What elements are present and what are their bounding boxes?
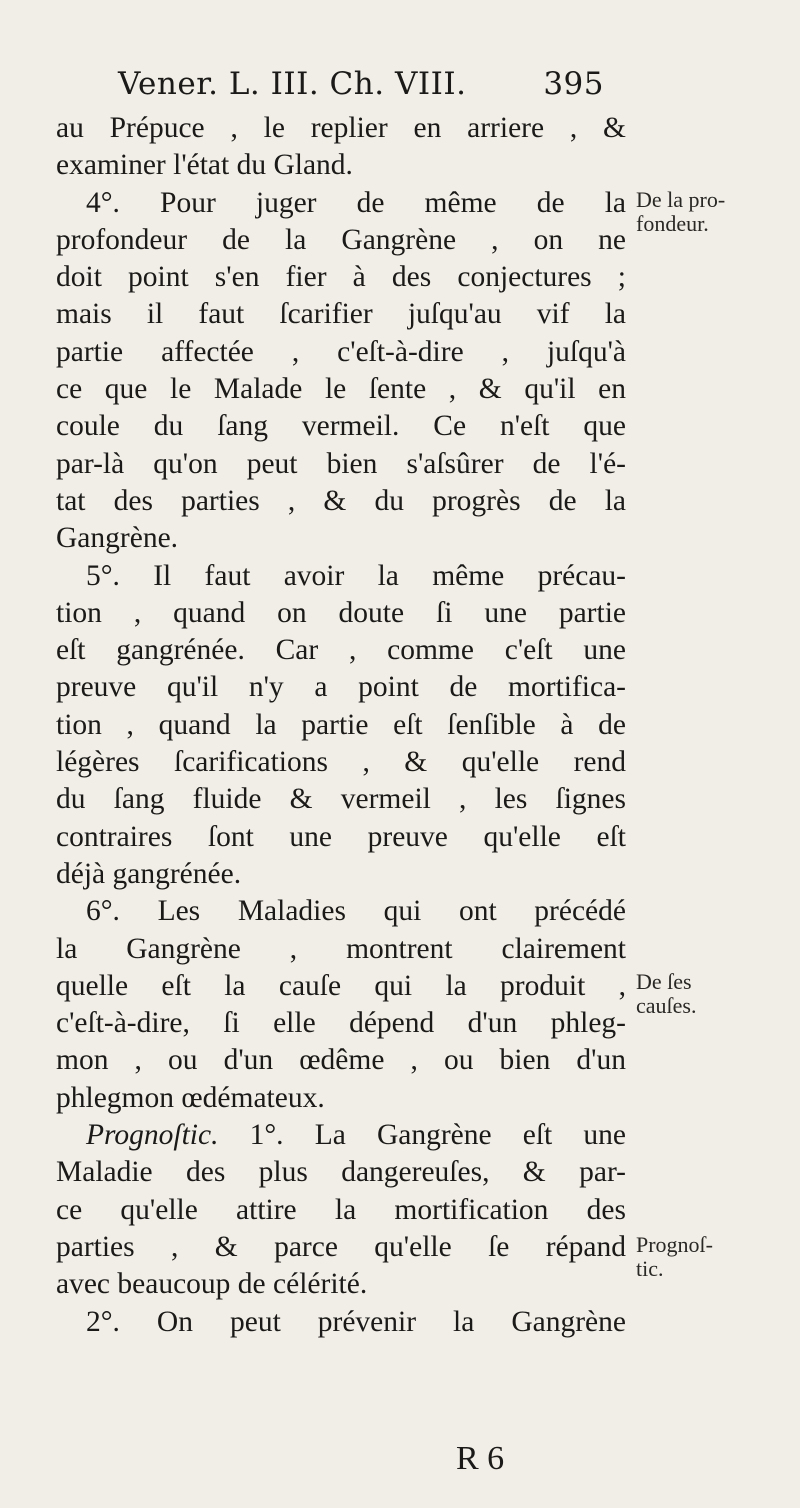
text-line: du ſang fluide & vermeil , les ſignes	[56, 783, 626, 816]
text-line	[56, 1117, 626, 1154]
text-line: Maladie des plus dangereuſes, & par-	[56, 1156, 626, 1189]
text-line: au Prépuce , le replier en arriere , &	[56, 112, 626, 144]
margin-note-prognostic	[636, 1233, 786, 1281]
body-text	[56, 110, 626, 1341]
text-line: mais il faut ſcarifier juſqu'au vif la	[56, 298, 626, 331]
text-line: doit point s'en fier à des conjectures ;	[56, 261, 626, 294]
text-line: tat des parties , & du progrès de la	[56, 484, 626, 517]
text-line: coule du ſang vermeil. Ce n'eſt que	[56, 410, 626, 443]
text-line: 4°. Pour juger de même de la	[86, 186, 626, 219]
margin-note-line: tic.	[636, 1256, 664, 1281]
margin-note-line: Prognoſ-	[636, 1232, 713, 1257]
page-number: 395	[543, 66, 604, 102]
text-line: eſt gangrénée. Car , comme c'eſt une	[56, 634, 626, 667]
text-line: mon , ou d'un œdême , ou bien d'un	[56, 1044, 626, 1077]
margin-note-line: De ſes	[636, 969, 692, 994]
margin-note-profondeur	[636, 188, 786, 236]
text-line: avec beaucoup de célérité.	[56, 1268, 368, 1301]
text-line: examiner l'état du Gland.	[56, 149, 353, 182]
text-line: parties , & parce qu'elle ſe répand	[56, 1230, 626, 1263]
text-line: 6°. Les Maladies qui ont précédé	[86, 895, 626, 928]
text-line: la Gangrène , montrent clairement	[56, 932, 626, 965]
text-line: tion , quand on doute ſi une partie	[56, 596, 626, 629]
running-head-title: Vener. L. III. Ch. VIII.	[118, 66, 467, 102]
margin-note-line: cauſes.	[636, 993, 697, 1018]
text-line: tion , quand la partie eſt ſenſible à de	[56, 708, 626, 741]
text-line: 5°. Il faut avoir la même précau-	[86, 559, 626, 592]
text-line: par-là qu'on peut bien s'aſsûrer de l'é-	[56, 447, 626, 480]
prognostic-heading: Prognoſtic.	[86, 1119, 219, 1152]
text-line: Gangrène.	[56, 522, 179, 555]
text-line: 2°. On peut prévenir la Gangrène	[86, 1305, 626, 1338]
text-fragment: 1°. La Gangrène eſt une	[249, 1119, 626, 1152]
signature-mark: R 6	[456, 1440, 505, 1477]
margin-note-line: fondeur.	[636, 211, 709, 236]
text-line: déjà gangrénée.	[56, 857, 242, 890]
margin-note-line: De la pro-	[636, 187, 726, 212]
text-line: ce que le Malade le ſente , & qu'il en	[56, 373, 626, 406]
margin-note-causes	[636, 970, 786, 1018]
text-line: c'eſt-à-dire, ſi elle dépend d'un phleg-	[56, 1007, 626, 1040]
text-line: phlegmon œdémateux.	[56, 1081, 325, 1114]
text-line: preuve qu'il n'y a point de mortifica-	[56, 671, 626, 704]
text-line: partie affectée , c'eſt-à-dire , juſqu'à	[56, 335, 626, 368]
text-line: contraires ſont une preuve qu'elle eſt	[56, 820, 626, 853]
text-line: quelle eſt la cauſe qui la produit ,	[56, 969, 626, 1002]
text-line: profondeur de la Gangrène , on ne	[56, 223, 626, 256]
text-line: légères ſcarifications , & qu'elle rend	[56, 746, 626, 779]
text-line: ce qu'elle attire la mortification des	[56, 1193, 626, 1226]
running-head	[118, 66, 604, 102]
